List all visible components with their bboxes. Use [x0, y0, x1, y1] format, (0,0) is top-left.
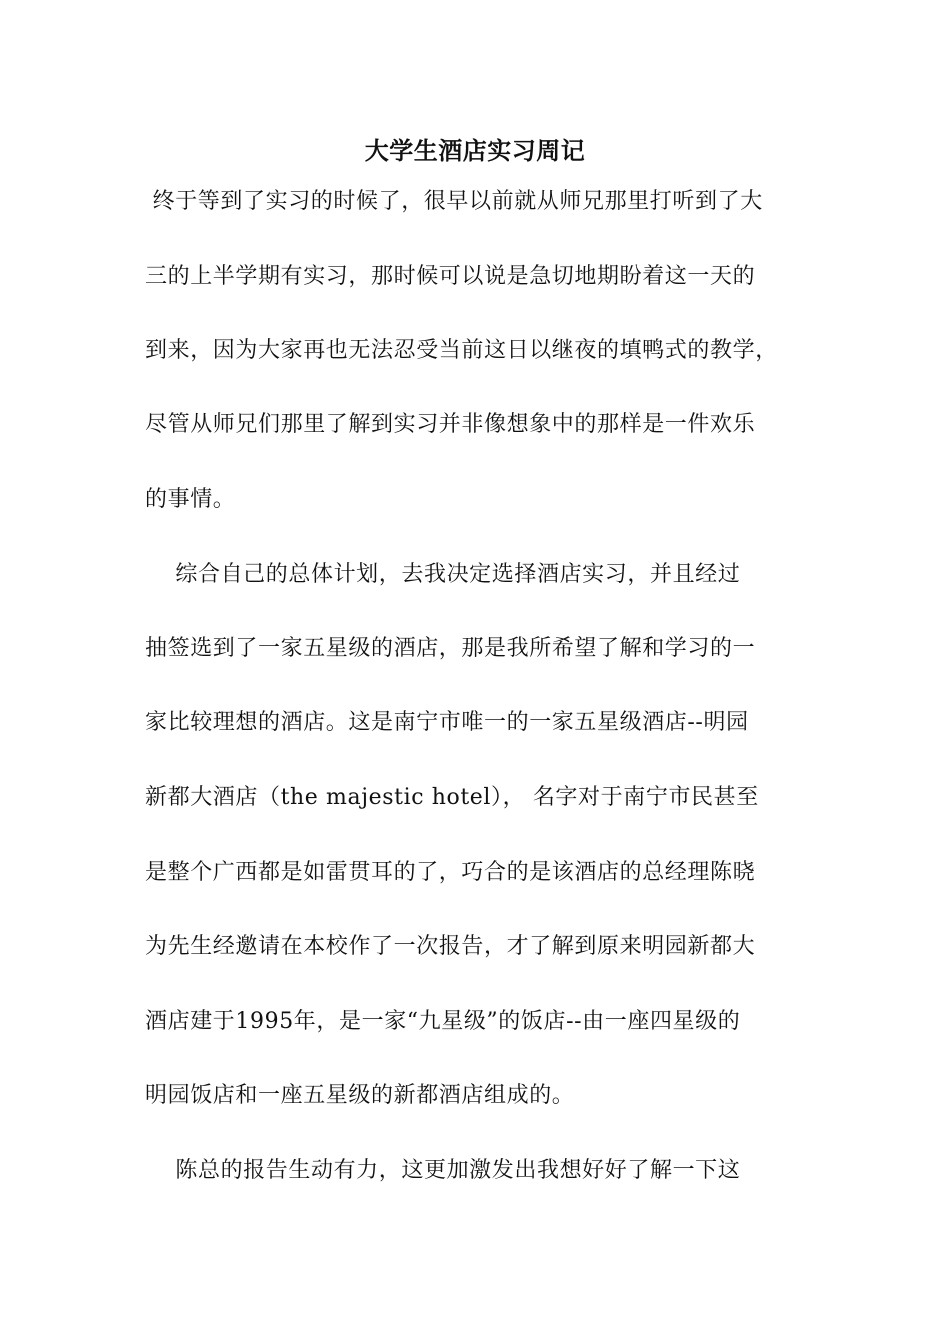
paragraph-line: 陈总的报告生动有力，这更加激发出我想好好了解一下这 [145, 1158, 741, 1183]
paragraph-line: 三的上半学期有实习，那时候可以说是急切地期盼着这一天的 [145, 264, 756, 289]
paragraph-line: 到来，因为大家再也无法忍受当前这日以继夜的填鸭式的教学， [145, 338, 778, 363]
paragraph-line: 终于等到了实习的时候了，很早以前就从师兄那里打听到了大 [145, 189, 763, 214]
paragraph-line: 酒店建于1995年，是一家“九星级”的饭店--由一座四星级的 [145, 1009, 741, 1034]
paragraph-line: 明园饭店和一座五星级的新都酒店组成的。 [145, 1083, 575, 1108]
paragraph-line: 为先生经邀请在本校作了一次报告，才了解到原来明园新都大 [145, 934, 756, 959]
paragraph-line: 综合自己的总体计划，去我决定选择酒店实习，并且经过 [145, 562, 741, 587]
paragraph-line: 是整个广西都是如雷贯耳的了，巧合的是该酒店的总经理陈晓 [145, 860, 756, 885]
paragraph-line: 新都大酒店（the majestic hotel）， 名字对于南宁市民甚至 [145, 785, 759, 810]
paragraph-line: 家比较理想的酒店。这是南宁市唯一的一家五星级酒店--明园 [145, 710, 749, 735]
paragraph-line: 尽管从师兄们那里了解到实习并非像想象中的那样是一件欢乐 [145, 412, 756, 437]
document-title: 大学生酒店实习周记 [364, 137, 586, 165]
paragraph-line: 抽签选到了一家五星级的酒店，那是我所希望了解和学习的一 [145, 636, 756, 661]
paragraph-line: 的事情。 [145, 487, 236, 512]
